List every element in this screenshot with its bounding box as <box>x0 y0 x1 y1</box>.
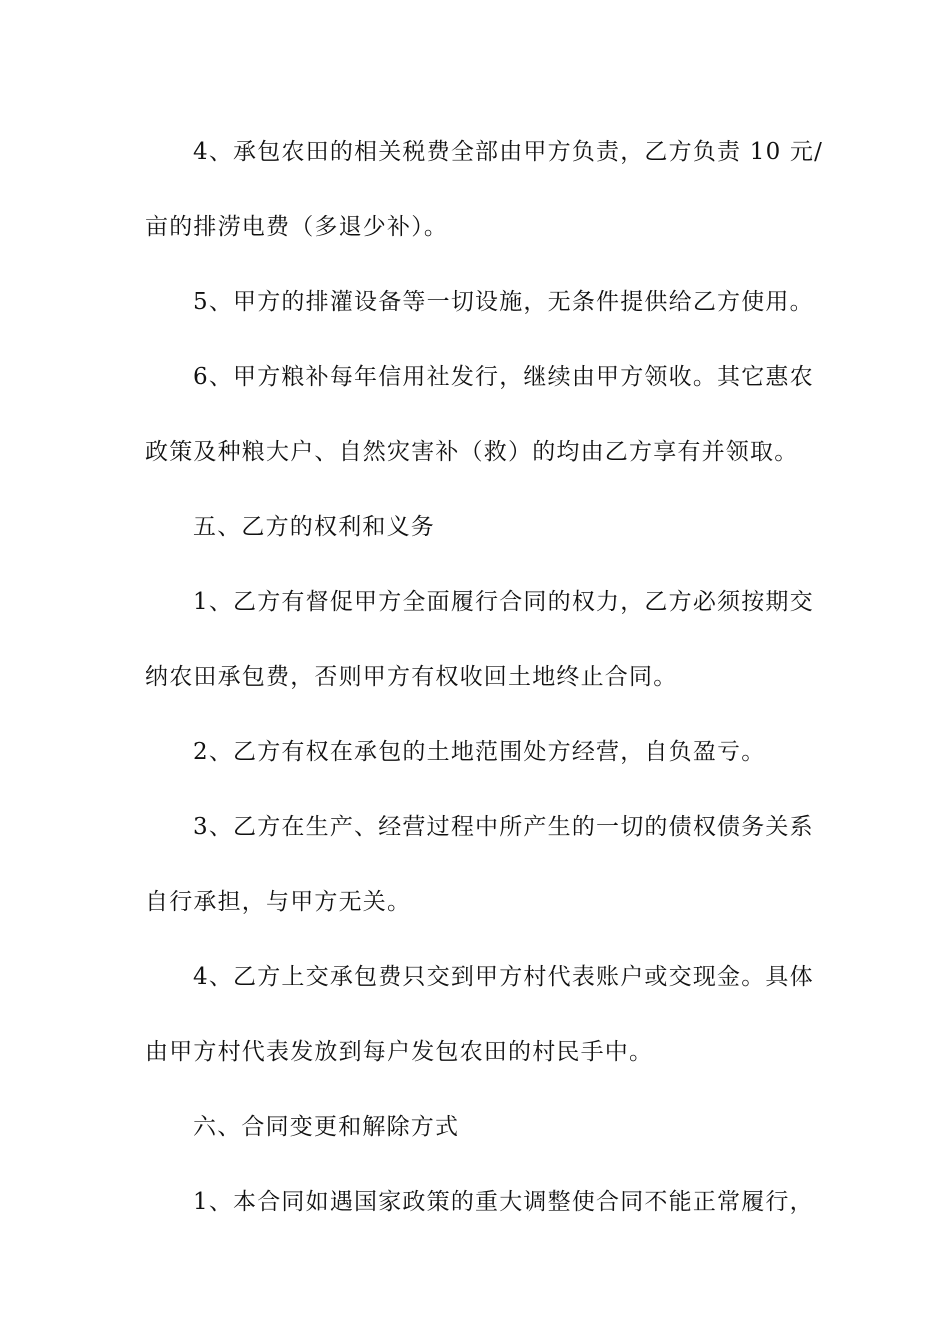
contract-body-text <box>145 128 824 1253</box>
text-line-clause-4-cont: 亩的排涝电费（多退少补）。 <box>145 214 449 240</box>
text-line-clause-5-facilities: 5、甲方的排灌设备等一切设施，无条件提供给乙方使用。 <box>193 289 814 315</box>
text-line-b-clause-3-cont: 自行承担，与甲方无关。 <box>145 889 412 915</box>
text-line-clause-6-cont: 政策及种粮大户、自然灾害补（救）的均由乙方享有并领取。 <box>145 439 799 465</box>
text-line-b-clause-4-cont: 由甲方村代表发放到每户发包农田的村民手中。 <box>145 1039 654 1065</box>
text-line-b-clause-2: 2、乙方有权在承包的土地范围处方经营，自负盈亏。 <box>193 739 766 765</box>
section-heading-five: 五、乙方的权利和义务 <box>193 514 435 540</box>
section-heading-six: 六、合同变更和解除方式 <box>193 1114 460 1140</box>
text-line-clause-6-subsidy: 6、甲方粮补每年信用社发行，继续由甲方领收。其它惠农 <box>193 364 814 390</box>
text-line-clause-4-tax: 4、承包农田的相关税费全部由甲方负责，乙方负责 10 元/ <box>193 139 824 165</box>
text-line-b-clause-3: 3、乙方在生产、经营过程中所产生的一切的债权债务关系 <box>193 814 814 840</box>
text-line-c-clause-1: 1、本合同如遇国家政策的重大调整使合同不能正常履行， <box>193 1189 814 1215</box>
text-line-b-clause-1-cont: 纳农田承包费，否则甲方有权收回土地终止合同。 <box>145 664 678 690</box>
text-line-b-clause-1: 1、乙方有督促甲方全面履行合同的权力，乙方必须按期交 <box>193 589 814 615</box>
text-line-b-clause-4: 4、乙方上交承包费只交到甲方村代表账户或交现金。具体 <box>193 964 814 990</box>
